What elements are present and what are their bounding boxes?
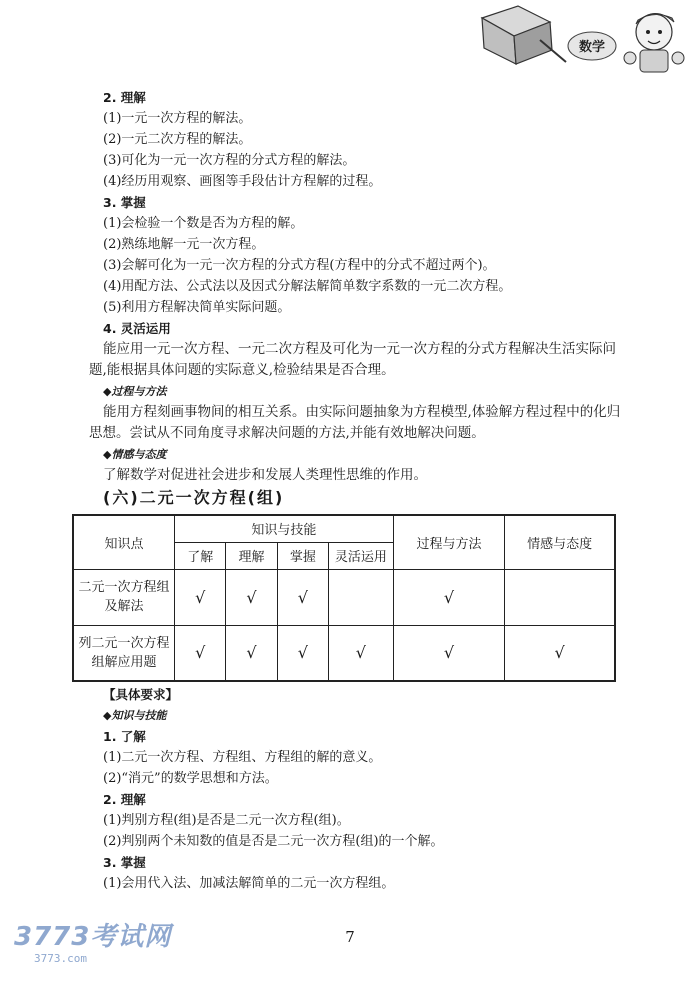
check-cell: √ bbox=[175, 569, 226, 625]
requirements-top bbox=[103, 87, 648, 339]
page-content bbox=[78, 87, 648, 894]
category-heading: ◆知识与技能 bbox=[103, 709, 167, 722]
requirements-bottom bbox=[103, 684, 648, 894]
requirement-item: (4)经历用观察、画图等手段估计方程解的过程。 bbox=[103, 174, 382, 189]
row-label bbox=[73, 625, 175, 681]
book-icon bbox=[482, 6, 566, 64]
cartoon-student-icon bbox=[624, 13, 684, 72]
check-cell: √ bbox=[226, 569, 277, 625]
subsection-heading: 1. 了解 bbox=[103, 729, 146, 744]
check-cell: √ bbox=[393, 569, 505, 625]
paragraph-line: 能应用一元一次方程、一元二次方程及可化为一元一次方程的分式方程解决生活实际问 bbox=[103, 341, 616, 357]
check-cell bbox=[329, 569, 394, 625]
col-header-point: 知识点 bbox=[73, 515, 175, 569]
sub-header: 灵活运用 bbox=[329, 542, 394, 569]
check-cell bbox=[505, 569, 615, 625]
col-header-process: 过程与方法 bbox=[393, 515, 505, 569]
page-number: 7 bbox=[345, 928, 355, 946]
check-cell: √ bbox=[277, 569, 328, 625]
check-cell: √ bbox=[226, 625, 277, 681]
paragraph-line: 思想。尝试从不同角度寻求解决问题的方法,并能有效地解决问题。 bbox=[89, 425, 485, 441]
emotion-attitude-heading: ◆情感与态度 bbox=[103, 448, 167, 461]
paragraph-line: 了解数学对促进社会进步和发展人类理性思维的作用。 bbox=[103, 467, 427, 483]
row-label-line: 及解法 bbox=[104, 599, 144, 614]
check-cell: √ bbox=[393, 625, 505, 681]
subsection-heading: 4. 灵活运用 bbox=[103, 321, 171, 336]
requirement-item: (1)会用代入法、加减法解简单的二元一次方程组。 bbox=[103, 876, 395, 891]
row-label-line: 二元一次方程组 bbox=[78, 580, 170, 595]
row-label-line: 组解应用题 bbox=[91, 654, 157, 670]
check-cell: √ bbox=[505, 625, 615, 681]
sub-header: 理解 bbox=[226, 542, 277, 569]
header-illustration bbox=[470, 0, 695, 80]
requirement-item: (1)一元一次方程的解法。 bbox=[103, 111, 252, 126]
sub-header: 了解 bbox=[175, 542, 226, 569]
requirement-item: (2)一元二次方程的解法。 bbox=[103, 132, 252, 147]
requirement-item: (1)判别方程(组)是否是二元一次方程(组)。 bbox=[103, 813, 350, 828]
section-title: (六)二元一次方程(组) bbox=[103, 488, 285, 507]
subsection-heading: 3. 掌握 bbox=[103, 855, 146, 870]
requirement-item: (2)“消元”的数学思想和方法。 bbox=[103, 771, 278, 786]
check-cell: √ bbox=[175, 625, 226, 681]
check-cell: √ bbox=[277, 625, 328, 681]
process-method-heading: ◆过程与方法 bbox=[103, 385, 167, 398]
process-paragraph bbox=[89, 402, 648, 444]
requirement-item: (1)二元一次方程、方程组、方程组的解的意义。 bbox=[103, 750, 382, 765]
table-row bbox=[73, 569, 615, 625]
row-label bbox=[73, 569, 175, 625]
subsection-heading: 2. 理解 bbox=[103, 792, 146, 807]
subject-badge bbox=[568, 32, 616, 60]
subsection-heading: 【具体要求】 bbox=[103, 687, 179, 702]
row-label-line: 列二元一次方程 bbox=[78, 635, 170, 651]
emotion-paragraph bbox=[89, 465, 648, 486]
check-cell: √ bbox=[329, 625, 394, 681]
paragraph-line: 题,能根据具体问题的实际意义,检验结果是否合理。 bbox=[89, 362, 395, 378]
col-header-emotion: 情感与态度 bbox=[505, 515, 615, 569]
requirement-item: (5)利用方程解决简单实际问题。 bbox=[103, 300, 291, 315]
paragraph-line: 能用方程刻画事物间的相互关系。由实际问题抽象为方程模型,体验解方程过程中的化归 bbox=[103, 404, 621, 420]
objectives-table bbox=[72, 514, 616, 682]
requirement-item: (2)熟练地解一元一次方程。 bbox=[103, 237, 265, 252]
table-row bbox=[73, 625, 615, 681]
col-header-knowledge: 知识与技能 bbox=[175, 515, 394, 542]
requirement-item: (1)会检验一个数是否为方程的解。 bbox=[103, 216, 304, 231]
apply-paragraph bbox=[89, 339, 648, 381]
watermark-main: 3773考试网 bbox=[14, 922, 172, 952]
subsection-heading: 2. 理解 bbox=[103, 90, 146, 105]
subsection-heading: 3. 掌握 bbox=[103, 195, 146, 210]
requirement-item: (4)用配方法、公式法以及因式分解法解简单数字系数的一元二次方程。 bbox=[103, 279, 512, 294]
watermark-sub: 3773.com bbox=[34, 952, 87, 965]
requirement-item: (3)可化为一元一次方程的分式方程的解法。 bbox=[103, 153, 356, 168]
site-watermark bbox=[14, 922, 171, 966]
requirement-item: (2)判别两个未知数的值是否是二元一次方程(组)的一个解。 bbox=[103, 834, 444, 849]
requirement-item: (3)会解可化为一元一次方程的分式方程(方程中的分式不超过两个)。 bbox=[103, 258, 496, 273]
sub-header: 掌握 bbox=[277, 542, 328, 569]
svg-text:数学: 数学 bbox=[578, 40, 606, 55]
